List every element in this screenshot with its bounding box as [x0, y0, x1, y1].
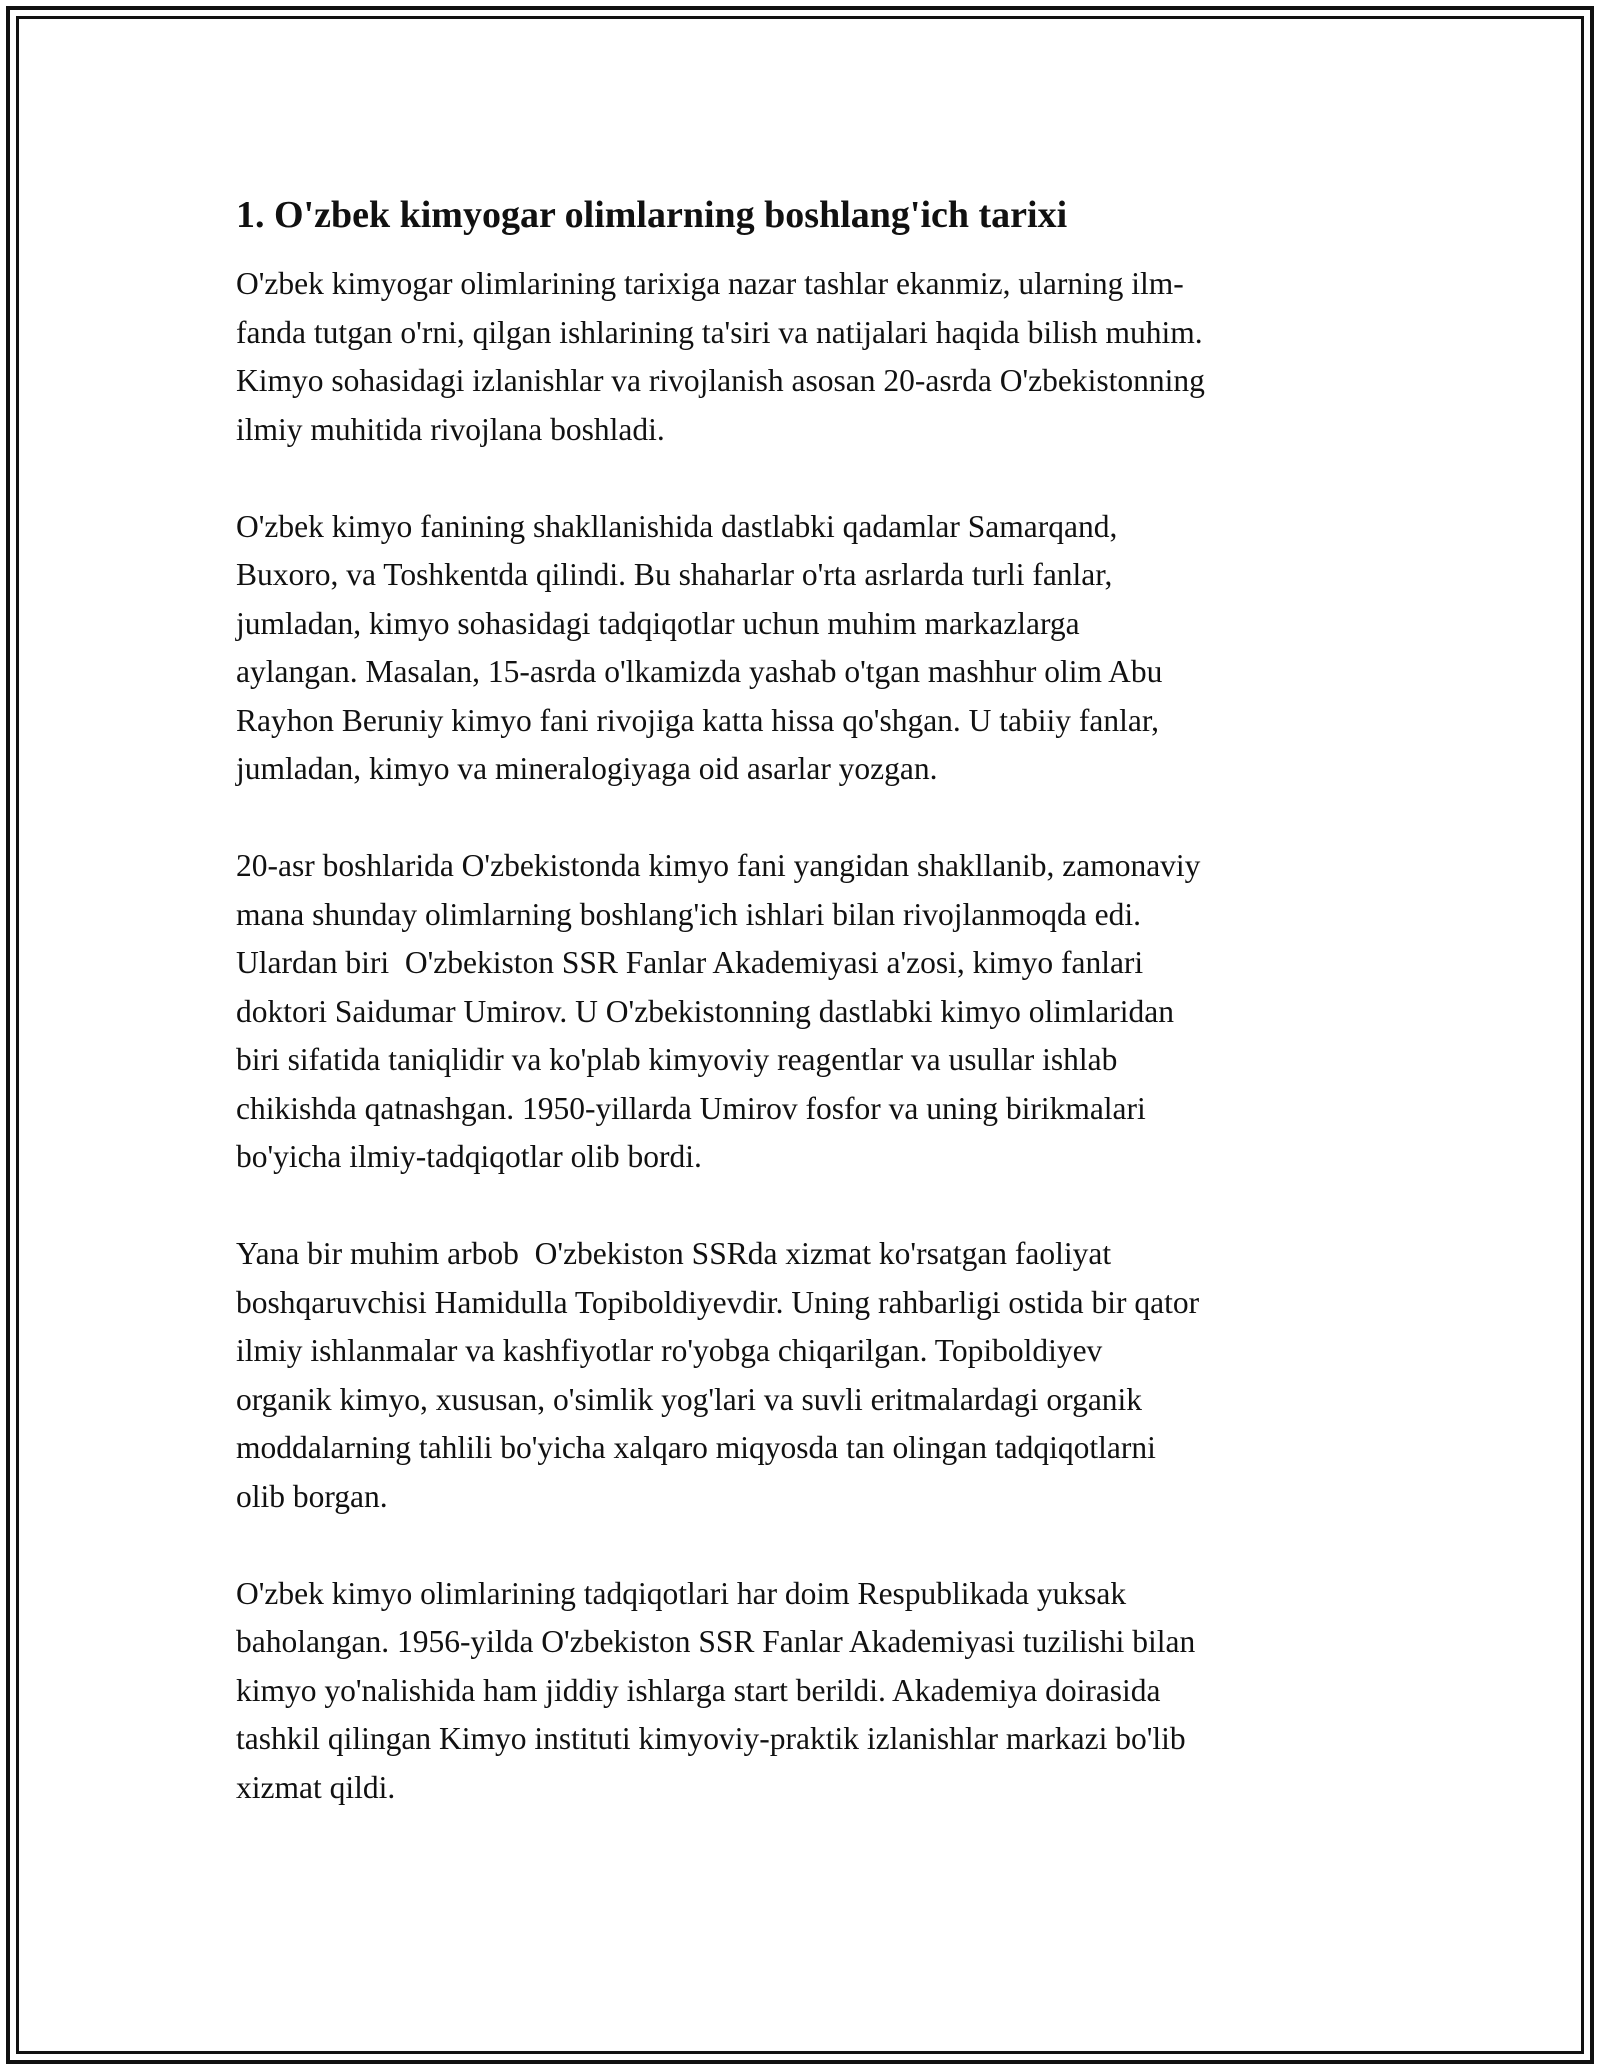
paragraph-line: aylangan. Masalan, 15-asrda o'lkamizda yashab o'tgan mashhur olim Abu	[236, 654, 1163, 689]
paragraph-3	[236, 842, 1376, 1182]
paragraph-line: chikishda qatnashgan. 1950-yillarda Umirov fosfor va uning birikmalari	[236, 1090, 1146, 1126]
paragraph-line: bo'yicha ilmiy-tadqiqotlar olib bordi.	[236, 1139, 702, 1174]
paragraph-line: organik kimyo, xususan, o'simlik yog'lari va suvli eritmalardagi organik	[236, 1381, 1143, 1417]
paragraph-2	[236, 503, 1376, 794]
paragraph-line: jumladan, kimyo sohasidagi tadqiqotlar uchun muhim markazlarga	[236, 605, 1080, 641]
paragraph-line: baholangan. 1956-yilda O'zbekiston SSR Fanlar Akademiyasi tuzilishi bilan	[236, 1624, 1196, 1659]
paragraph-line: tashkil qilingan Kimyo instituti kimyoviy-praktik izlanishlar markazi bo'lib	[236, 1721, 1186, 1756]
paragraph-line: ilmiy muhitida rivojlana boshladi.	[236, 411, 665, 447]
paragraph-line: ilmiy ishlanmalar va kashfiyotlar ro'yobga chiqarilgan. Topiboldiyev	[236, 1333, 1103, 1368]
paragraph-line: jumladan, kimyo va mineralogiyaga oid asarlar yozgan.	[236, 751, 938, 786]
paragraph-line: biri sifatida taniqlidir va ko'plab kimyoviy reagentlar va usullar ishlab	[236, 1042, 1118, 1077]
paragraph-line: Buxoro, va Toshkentda qilindi. Bu shaharlar o'rta asrlarda turli fanlar,	[236, 557, 1113, 592]
paragraph-line: Yana bir muhim arbob O'zbekiston SSRda xizmat ko'rsatgan faoliyat	[236, 1236, 1112, 1271]
paragraph-line: fanda tutgan o'rni, qilgan ishlarining ta'siri va natijalari haqida bilish muhim.	[236, 314, 1203, 350]
paragraph-line: moddalarning tahlili bo'yicha xalqaro miqyosda tan olingan tadqiqotlarni	[236, 1430, 1156, 1465]
document-body	[236, 180, 1376, 1861]
paragraph-line: kimyo yo'nalishida ham jiddiy ishlarga start berildi. Akademiya doirasida	[236, 1672, 1161, 1708]
paragraph-line: O'zbek kimyo olimlarining tadqiqotlari har doim Respublikada yuksak	[236, 1575, 1127, 1611]
paragraph-5	[236, 1570, 1376, 1813]
paragraph-line: Rayhon Beruniy kimyo fani rivojiga katta hissa qo'shgan. U tabiiy fanlar,	[236, 702, 1159, 738]
paragraph-line: 20-asr boshlarida O'zbekistonda kimyo fani yangidan shakllanib, zamonaviy	[236, 848, 1201, 883]
paragraph-line: O'zbek kimyogar olimlarining tarixiga nazar tashlar ekanmiz, ularning ilm-	[236, 266, 1184, 301]
paragraph-line: mana shunday olimlarning boshlang'ich ishlari bilan rivojlanmoqda edi.	[236, 896, 1141, 932]
paragraph-line: O'zbek kimyo fanining shakllanishida dastlabki qadamlar Samarqand,	[236, 508, 1118, 544]
paragraph-line: doktori Saidumar Umirov. U O'zbekistonning dastlabki kimyo olimlaridan	[236, 993, 1175, 1029]
section-heading: 1. O'zbek kimyogar olimlarning boshlang'ich tarixi	[236, 194, 1068, 236]
paragraph-line: Kimyo sohasidagi izlanishlar va rivojlanish asosan 20-asrda O'zbekistonning	[236, 363, 1205, 398]
paragraph-4	[236, 1230, 1376, 1521]
paragraph-1	[236, 260, 1376, 454]
paragraph-line: olib borgan.	[236, 1478, 388, 1514]
paragraph-line: Ulardan biri O'zbekiston SSR Fanlar Akademiyasi a'zosi, kimyo fanlari	[236, 945, 1144, 980]
paragraph-line: boshqaruvchisi Hamidulla Topiboldiyevdir. Uning rahbarligi ostida bir qator	[236, 1284, 1200, 1320]
paragraph-line: xizmat qildi.	[236, 1769, 396, 1805]
